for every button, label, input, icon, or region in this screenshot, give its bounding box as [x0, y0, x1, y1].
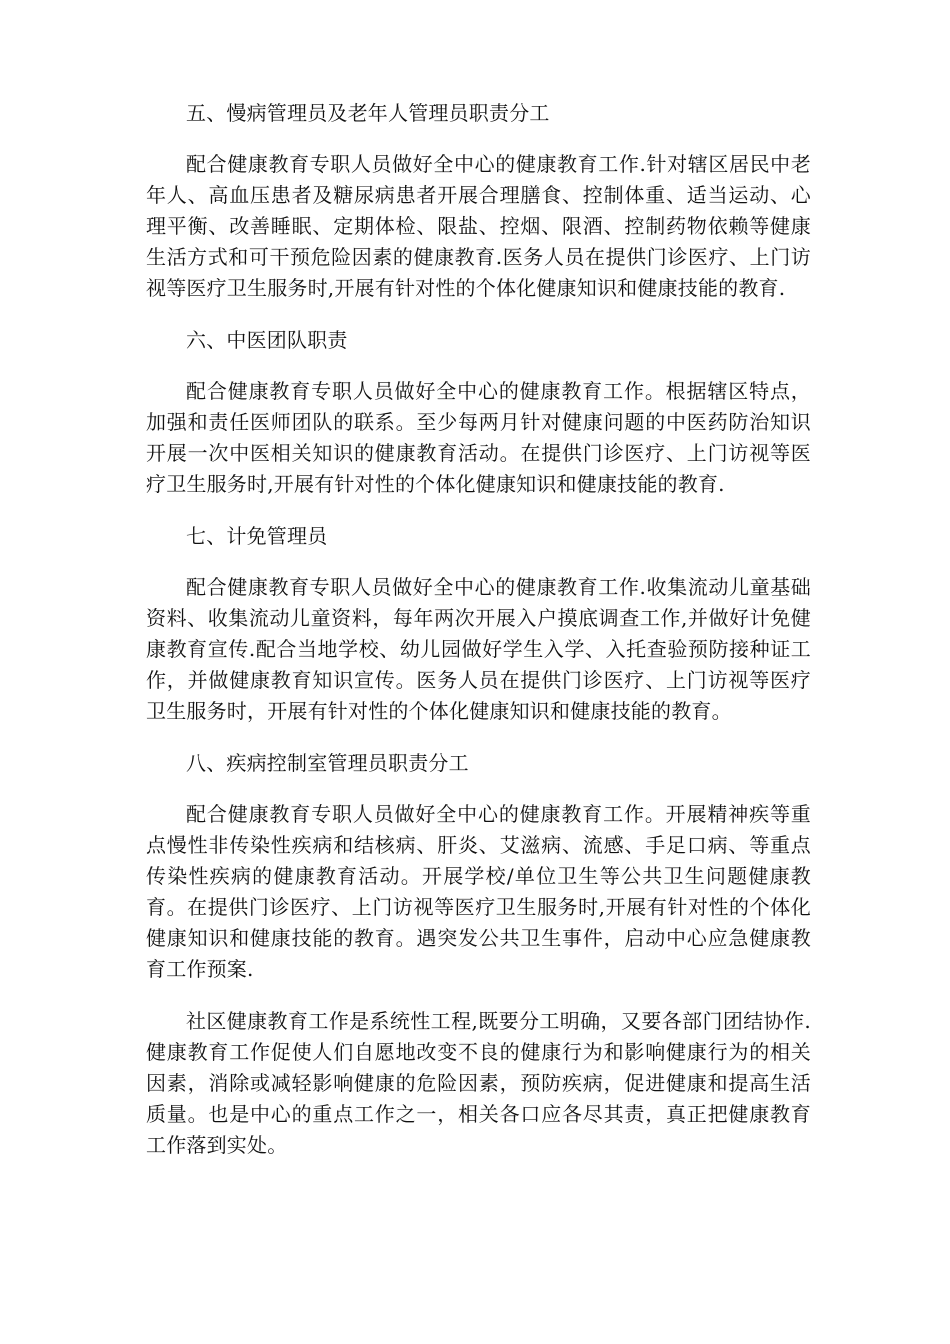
document-body	[146, 98, 811, 1182]
section-heading-7: 七、计免管理员	[186, 524, 328, 548]
section-heading-6: 六、中医团队职责	[186, 328, 348, 352]
section-paragraph-7: 配合健康教育专职人员做好全中心的健康教育工作.收集流动儿童基础资料、收集流动儿童资料，每年两次开展入户摸底调查工作,并做好计免健康教育宣传.配合当地学校、幼儿园做好学生入学、入托查验预防接种证工作，并做健康教育知识宣传。医务人员在提供门诊医疗、上门访视等医疗卫生服务时，开展有针对性的个体化健康知识和健康技能的教育。	[146, 575, 811, 723]
section-paragraph-8: 配合健康教育专职人员做好全中心的健康教育工作。开展精神疾等重点慢性非传染性疾病和结核病、肝炎、艾滋病、流感、手足口病、等重点传染性疾病的健康教育活动。开展学校/单位卫生等公共卫生问题健康教育。在提供门诊医疗、上门访视等医疗卫生服务时,开展有针对性的个体化健康知识和健康技能的教育。遇突发公共卫生事件，启动中心应急健康教育工作预案.	[146, 802, 811, 981]
closing-paragraph: 社区健康教育工作是系统性工程,既要分工明确，又要各部门团结协作.健康教育工作促使人们自愿地改变不良的健康行为和影响健康行为的相关因素，消除或减轻影响健康的危险因素，预防疾病，促进健康和提高生活质量。也是中心的重点工作之一，相关各口应各尽其责，真正把健康教育工作落到实处。	[146, 1009, 811, 1157]
section-paragraph-6: 配合健康教育专职人员做好全中心的健康教育工作。根据辖区特点，加强和责任医师团队的联系。至少每两月针对健康问题的中医药防治知识开展一次中医相关知识的健康教育活动。在提供门诊医疗、上门访视等医疗卫生服务时,开展有针对性的个体化健康知识和健康技能的教育.	[146, 379, 811, 496]
section-heading-5: 五、慢病管理员及老年人管理员职责分工	[186, 101, 550, 125]
section-paragraph-5: 配合健康教育专职人员做好全中心的健康教育工作.针对辖区居民中老年人、高血压患者及糖尿病患者开展合理膳食、控制体重、适当运动、心理平衡、改善睡眠、定期体检、限盐、控烟、限酒、控制药物依赖等健康生活方式和可干预危险因素的健康教育.医务人员在提供门诊医疗、上门访视等医疗卫生服务时,开展有针对性的个体化健康知识和健康技能的教育.	[146, 152, 811, 300]
section-heading-8: 八、疾病控制室管理员职责分工	[186, 751, 469, 775]
